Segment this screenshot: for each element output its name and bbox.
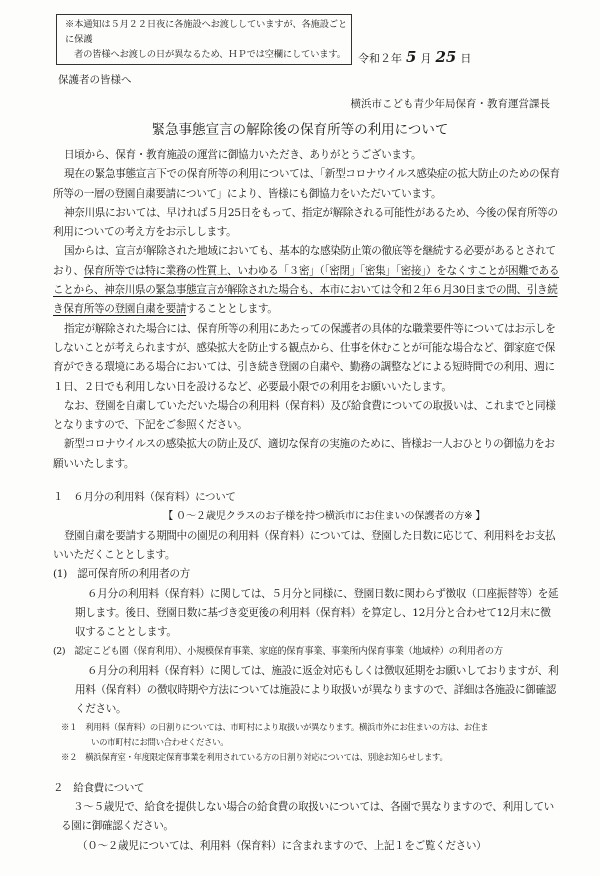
footnote-2-label: ※２ — [61, 751, 78, 762]
section-1-lead: 登園自粛を要請する期間中の園児の利用料（保育料）については、登園した日数に応じて、利用料をお支払いいただくこととします。 — [53, 529, 556, 561]
intro-paragraph: 新型コロナウイルスの感染拡大の防止及び、適切な保育の実施のために、皆様お一人おひとりの御協力をお願いいたします。 — [53, 438, 555, 470]
intro-paragraph: 指定が解除された場合には、保育所等の利用にあたっての保護者の具体的な職業要件等についてはお示しをしないことが考えられますが、感染拡大を防止する観点から、仕事を休むことが可能な場合など、御家庭で保育ができる環境にある場合においては、引き続き登園の自粛や、勤務の調整などによる短時間での利用、週に１日、２日でも利用しない日を設けるなど、必要最小限での利用をお願いいたします。 — [53, 322, 556, 393]
section-1-target: 【 ０～２歳児クラスのお子様を持つ横浜市にお住まいの保護者の方※ 】 — [163, 510, 486, 523]
section-1 — [53, 488, 560, 765]
notice-box — [56, 14, 352, 65]
section-2-heading: ２ 給食費について — [53, 781, 145, 794]
document-title: 緊急事態宣言の解除後の保育所等の利用について — [151, 122, 449, 138]
subsection-1-body: ６月分の利用料（保育料）に関しては、５月分と同様に、登園日数に関わらず徴収（口座振替等）を延期します。後日、登園日数に基づき変更後の利用料（保育料）を算定し、12月分と合わせて12月末に徴収することとします。 — [75, 587, 559, 639]
footnote-2-text: 横浜保育室・年度限定保育事業を利用されている方の日割り対応については、別途お知らせします。 — [85, 751, 448, 762]
sender: 横浜市こども青少年局保育・教育運営課長 — [350, 98, 550, 110]
intro-section — [53, 146, 560, 474]
date-month-unit: 月 — [420, 52, 432, 65]
subsection-1-heading: (1) 認可保育所の利用者の方 — [53, 568, 190, 581]
footnote-1-line-1: 利用料（保育料）の日割りについては、市町村により取扱いが異なります。横浜市外にお住まいの方は、お住ま — [85, 721, 489, 732]
p4-underlined: 保育所等では特に業務の性質上、いわゆる「３密」（「密閉」「密集」「密接」）をなくすことが困難であることから、神奈川県の緊急事態宣言が解除された場合も、本市においては令和２年６月30日までの間、引き続き保育所等の登園自粛を要請 — [53, 264, 560, 316]
intro-paragraph: なお、登園を自粛していただいた場合の利用料（保育料）及び給食費についての取扱いは、これまでと同様となりますので、下記をご参照ください。 — [53, 399, 556, 432]
section-1-heading: １ ６月分の利用料（保育料）について — [53, 491, 236, 504]
intro-paragraph: 現在の緊急事態宣言下での保育所等の利用については、「新型コロナウイルス感染症の拡大防止のための保育所等の一層の登園自粛要請について」により、皆様にも御協力をいただいています。 — [53, 168, 560, 200]
section-2-body: ３～５歳児で、給食を提供しない場合の給食費の取扱いについては、各園で異なりますので、利用している園に御確認ください。 — [61, 800, 554, 833]
p4-pre: 国からは、宣言が解除された地域においても、基本的な感染防止策の徹底等を継続する必要があるとされており、 — [53, 245, 556, 277]
section-2 — [53, 779, 560, 856]
p4-post: することとします。 — [186, 303, 278, 316]
date-era: 令和２年 — [358, 52, 402, 65]
footnote-1-line-2: いの市町村にお問い合わせください。 — [91, 736, 229, 747]
intro-paragraph-underlined — [53, 242, 560, 319]
date-month: 5 — [406, 48, 417, 66]
footnote-1-label: ※１ — [61, 721, 78, 732]
subsection-2-heading: (2) 認定こども園（保育利用）、小規模保育事業、家庭的保育事業、事業所内保育事業（地域枠）の利用者の方 — [53, 646, 503, 658]
issue-date — [358, 48, 471, 66]
date-day: 25 — [435, 48, 457, 66]
section-2-note: （０～２歳児については、利用料（保育料）に含まれますので、上記１をご覧ください） — [77, 839, 487, 852]
footnote-1 — [53, 720, 560, 750]
subsection-2-body: ６月分の利用料（保育料）に関しては、施設に返金対応もしくは徴収延期をお願いしておりますが、利用料（保育料）の徴収時期や方法については施設により取扱いが異なりますので、詳細は各施設に御確認ください。 — [75, 664, 559, 716]
intro-paragraph: 神奈川県においては、早ければ５月25日をもって、指定が解除される可能性があるため、今後の保育所等の利用についての考え方をお示しします。 — [53, 206, 558, 239]
document-header — [0, 0, 600, 140]
document-body — [0, 140, 600, 856]
notice-line-1: ※本通知は５月２２日夜に各施設へお渡ししていますが、各施設ごとに保護 — [65, 19, 348, 45]
footnote-2 — [53, 750, 560, 765]
notice-line-2: 者の皆様へお渡しの日が異なるため、ＨＰでは空欄にしています。 — [74, 49, 346, 60]
intro-paragraph: 日頃から、保育・教育施設の運営に御協力いただき、ありがとうございます。 — [64, 149, 422, 161]
addressee: 保護者の皆様へ — [58, 74, 132, 86]
date-day-unit: 日 — [460, 52, 472, 65]
